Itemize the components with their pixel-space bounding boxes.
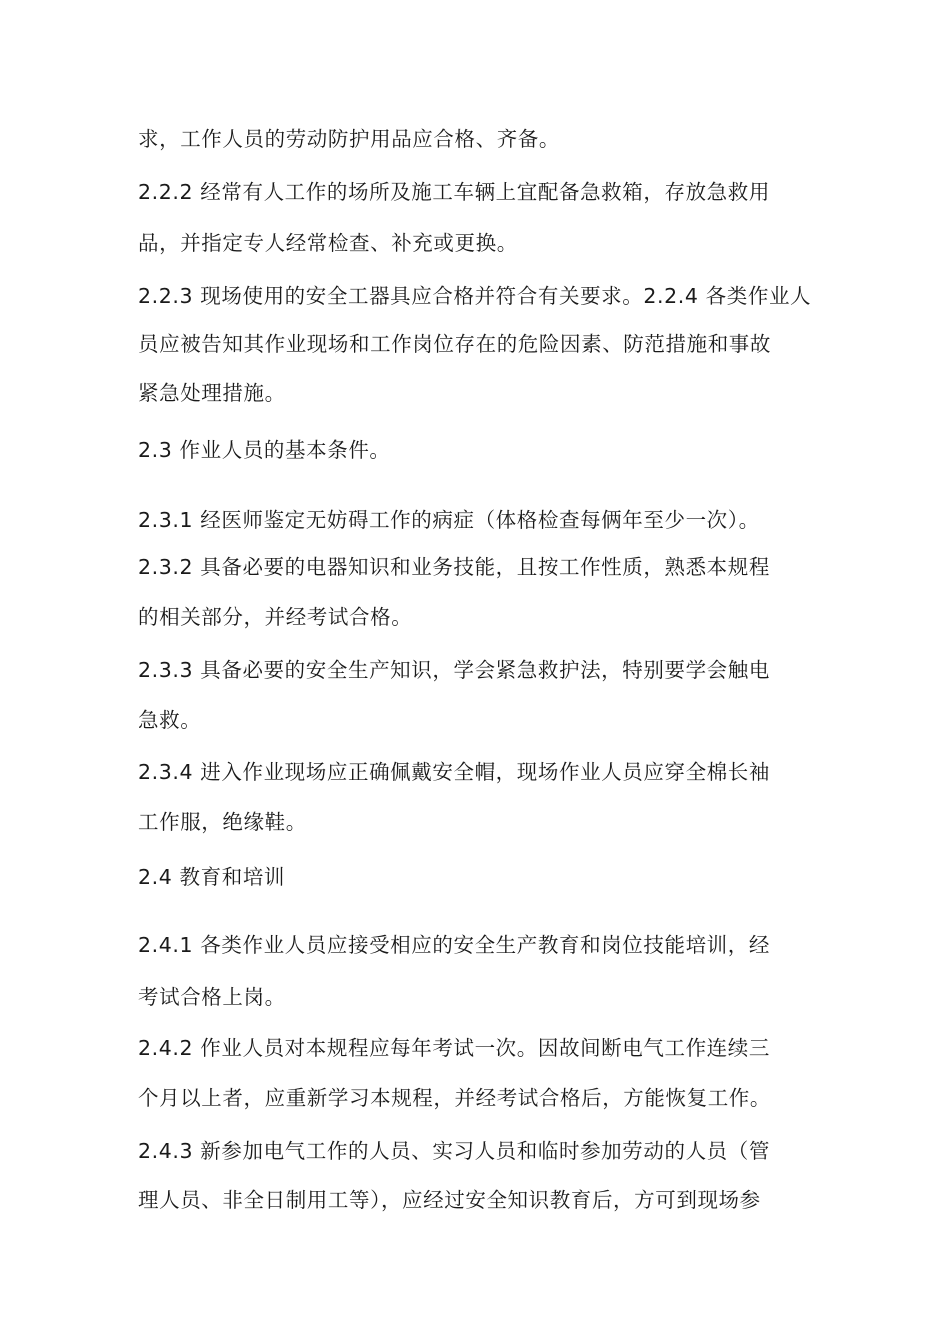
text-line: 理人员、非全日制用工等），应经过安全知识教育后，方可到现场参 bbox=[138, 1188, 761, 1212]
text-line: 2.4.1 各类作业人员应接受相应的安全生产教育和岗位技能培训，经 bbox=[138, 933, 770, 957]
section-title: 2.4 教育和培训 bbox=[138, 865, 286, 889]
text-line: 2.2.3 现场使用的安全工器具应合格并符合有关要求。2.2.4 各类作业人 bbox=[138, 284, 812, 308]
text-line: 考试合格上岗。 bbox=[138, 985, 286, 1009]
text-line: 2.3.4 进入作业现场应正确佩戴安全帽，现场作业人员应穿全棉长袖 bbox=[138, 760, 770, 784]
text-line: 2.3.2 具备必要的电器知识和业务技能，且按工作性质，熟悉本规程 bbox=[138, 555, 770, 579]
text-line: 员应被告知其作业现场和工作岗位存在的危险因素、防范措施和事故 bbox=[138, 332, 771, 356]
text-line: 2.3.3 具备必要的安全生产知识，学会紧急救护法，特别要学会触电 bbox=[138, 658, 770, 682]
text-line: 2.2.2 经常有人工作的场所及施工车辆上宜配备急救箱，存放急救用 bbox=[138, 180, 770, 204]
text-line: 个月以上者，应重新学习本规程，并经考试合格后，方能恢复工作。 bbox=[138, 1086, 771, 1110]
text-line: 急救。 bbox=[138, 708, 202, 732]
text-line: 工作服，绝缘鞋。 bbox=[138, 810, 307, 834]
text-line: 2.4.3 新参加电气工作的人员、实习人员和临时参加劳动的人员（管 bbox=[138, 1139, 770, 1163]
text-line: 品，并指定专人经常检查、补充或更换。 bbox=[138, 231, 518, 255]
text-line: 2.4.2 作业人员对本规程应每年考试一次。因故间断电气工作连续三 bbox=[138, 1036, 770, 1060]
section-title: 2.3 作业人员的基本条件。 bbox=[138, 438, 391, 462]
text-line: 紧急处理措施。 bbox=[138, 381, 286, 405]
text-line: 的相关部分，并经考试合格。 bbox=[138, 605, 413, 629]
text-line: 求，工作人员的劳动防护用品应合格、齐备。 bbox=[138, 127, 560, 151]
text-line: 2.3.1 经医师鉴定无妨碍工作的病症（体格检查每俩年至少一次）。 bbox=[138, 508, 760, 532]
